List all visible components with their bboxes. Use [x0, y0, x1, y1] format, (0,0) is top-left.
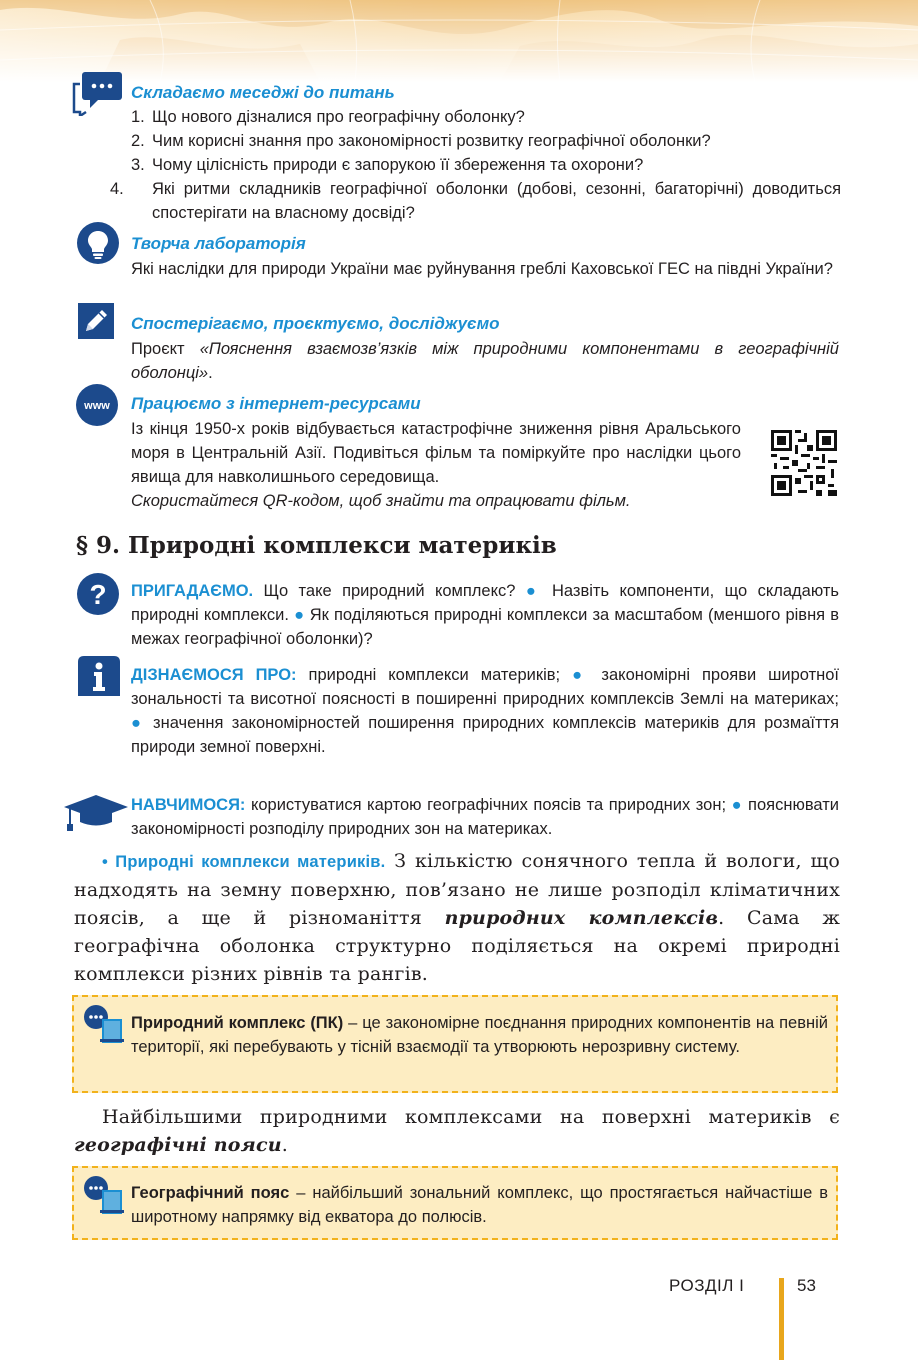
speech-book-icon — [82, 1176, 124, 1221]
internet-text: Із кінця 1950-х років відбувається катастрофічне зниження рівня Аральського моря в Центральній Азії. Подивіться фільм та поміркуйте про наслідки цього явища для навколишнього середовища. Скористайтеся QR-кодом, щоб знайти та опрацювати фільм. — [131, 420, 741, 510]
map-banner — [0, 0, 918, 82]
www-globe-icon — [76, 384, 118, 431]
questions-list — [110, 105, 841, 225]
belts-paragraph: Найбільшими природними комплексами на поверхні материків є географічні пояси. — [74, 1106, 840, 1156]
internet-heading: Працюємо з інтернет-ресурсами — [131, 394, 421, 413]
page-number: 53 — [797, 1276, 816, 1295]
svg-text:?: ? — [89, 579, 107, 610]
definition-box — [72, 1166, 838, 1240]
lightbulb-icon — [77, 222, 119, 269]
list-item: 2. Чим корисні знання про закономірності розвитку географічної оболонки? — [131, 132, 711, 150]
svg-text:www: www — [84, 400, 110, 412]
lab-heading: Творча лабораторія — [131, 234, 306, 253]
info-icon — [78, 656, 120, 701]
learn-about-text: ДІЗНАЄМОСЯ ПРО: природні комплекси материків; ● закономірні прояви широтної зональності та висотної поясності в поширенні природних комплексів Землі на материках; ● значення закономірностей поширення природних комплексів материків для розмаїття природи земної поверхні. — [131, 666, 840, 756]
footer-divider — [779, 1278, 784, 1360]
list-item: 4. Які ритми складників географічної оболонки (добові, сезонні, багаторічні) доводиться спостерігати на власному досвіді? — [110, 180, 841, 222]
chapter-label: РОЗДІЛ I — [669, 1276, 745, 1295]
list-item: 3. Чому цілісність природи є запорукою її збереження та охорони? — [131, 156, 644, 174]
project-heading: Спостерігаємо, проєктуємо, досліджуємо — [131, 314, 500, 333]
lab-text: Які наслідки для природи України має руйнування греблі Каховської ГЕС на півдні України? — [131, 260, 833, 278]
definition-box — [72, 995, 838, 1093]
intro-paragraph: • Природні комплекси материків. З кількістю сонячного тепла й вологи, що надходять на земну поверхню, пов’язано не лише розподіл кліматичних поясів, а ще й різноманіття природних комплексів. Сама ж географічна оболонка структурно поділяється на окремі природні комплекси різних рівнів та рангів. — [74, 850, 841, 985]
list-item: 1. Що нового дізналися про географічну оболонку? — [131, 108, 525, 126]
chat-bubbles-icon — [72, 72, 124, 121]
recall-text: ПРИГАДАЄМО. Що таке природний комплекс? ● Назвіть компоненти, що складають природні комплекси. ● Як поділяються природні комплекси за масштабом (меншого рівня в межах географічної оболонки)? — [131, 582, 839, 648]
question-mark-icon — [77, 573, 119, 620]
graduation-cap-icon — [64, 795, 128, 836]
section-title: § 9. Природні комплекси материків — [76, 532, 557, 559]
speech-book-icon — [82, 1005, 124, 1050]
pencil-icon — [78, 303, 114, 344]
project-text: Проєкт «Пояснення взаємозв’язків між природними компонентами в географічній оболонці». — [131, 340, 839, 382]
definition-text: Природний комплекс (ПК) – це закономірне поєднання природних компонентів на певній території, які перебувають у тісній взаємодії та утворюють нерозривну систему. — [131, 1014, 828, 1056]
questions-heading: Складаємо меседжі до питань — [131, 83, 395, 102]
skills-text: НАВЧИМОСЯ: користуватися картою географічних поясів та природних зон; ● пояснювати закономірності розподілу природних зон на материках. — [131, 796, 839, 838]
qr-code[interactable] — [771, 430, 837, 496]
definition-text: Географічний пояс – найбільший зональний комплекс, що простягається найчастіше в широтному напрямку від екватора до полюсів. — [131, 1184, 829, 1226]
